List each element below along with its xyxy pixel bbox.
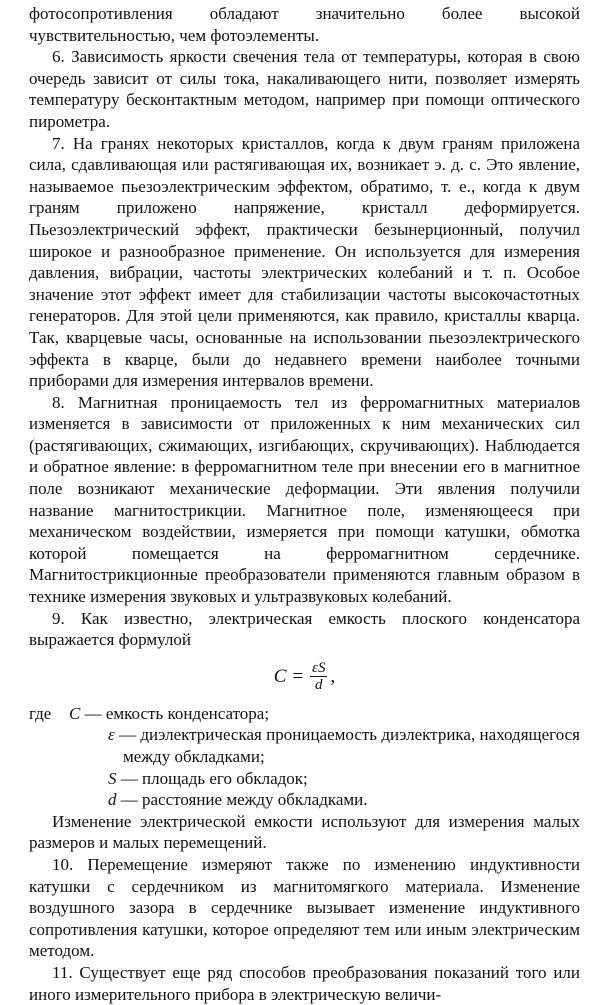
definition-text: — емкость конденсатора;: [80, 703, 270, 723]
paragraph-9: 9. Как известно, электрическая емкость плоского конденсатора выражается формулой: [29, 608, 580, 650]
definition-text: — площадь его обкладок;: [116, 768, 308, 788]
paragraph-8: 8. Магнитная проницаемость тел из ферромагнитных материалов изменяется в зависимости от приложенных к ним механических сил (растягивающих, сжимающих, изгибающих, скручивающих). Наблюдается и обратное явление: в ферромагнитном теле при внесении его в магнитное поле возникают механические деформации. Эти явления получили название магнитострикции. Магнитное поле, изменяющееся при механическом воздействии, измеряется при помощи катушки, обмотка которой помещается на ферромагнитном сердечнике. Магнитострикционные преобразователи применяются главным образом в технике измерения звуковых и ультразвуковых колебаний.: [29, 392, 580, 607]
paragraph-7: 7. На гранях некоторых кристаллов, когда к двум граням приложена сила, сдавливающая или растягивающая их, возникает э. д. с. Это явление, называемое пьезоэлектрическим эффектом, обратимо, т. е., когда к двум граням приложено напряжение, кристалл деформируется. Пьезоэлектрический эффект, практически безынерционный, получил широкое и разнообразное применение. Он используется для измерения давления, вибрации, частоты электрических колебаний и т. п. Особое значение этот эффект имеет для стабилизации частоты высокочастотных генераторов. Для этой цели применяются, как правило, кристаллы кварца. Так, кварцевые часы, основанные на использовании пьезоэлектрического эффекта в кварце, были до недавнего времени наиболее точными приборами для измерения интервалов времени.: [29, 133, 580, 391]
definition-symbol: S: [108, 768, 117, 788]
paragraph-10: 10. Перемещение измеряют также по изменению индуктивности катушки с сердечником из магнитомягкого материала. Изменение воздушного зазора в сердечнике вызывает изменение индуктивного сопротивления катушки, которое определяют тем или иным электрическим методом.: [29, 854, 580, 961]
definition-row: [108, 789, 580, 811]
paragraph-9b: Изменение электрической емкости используют для измерения малых размеров и малых перемещений.: [29, 811, 580, 853]
paragraph-6: 6. Зависимость яркости свечения тела от температуры, которая в свою очередь зависит от силы тока, накаливающего нити, позволяет измерять температуру бесконтактным методом, например при помощи оптического пирометра.: [29, 47, 580, 131]
formula-numerator: εS: [312, 660, 326, 677]
where-word: где: [29, 703, 52, 723]
definition-row: [69, 703, 580, 725]
paragraph-11: 11. Существует еще ряд способов преобразования показаний того или иного измерительного прибора в электрическую величи-: [29, 962, 580, 1004]
definitions-block: [29, 703, 580, 725]
definitions-continued: [108, 724, 580, 810]
definitions-list: [69, 703, 580, 725]
definition-row: [108, 768, 580, 790]
definition-text: — диэлектрическая проницаемость диэлектрика, находящегося между обкладками;: [114, 725, 580, 766]
definition-symbol: d: [108, 790, 117, 810]
capacitance-formula: [29, 657, 580, 697]
definition-text: — расстояние между обкладками.: [116, 790, 368, 810]
formula-comma: ,: [330, 666, 336, 688]
definition-symbol: ε: [108, 725, 115, 745]
formula-lhs: C =: [273, 666, 305, 688]
formula-denominator: d: [314, 677, 323, 694]
formula-fraction: [310, 660, 327, 693]
paragraph-intro: фотосопротивления обладают значительно более высокой чувствительностью, чем фотоэлементы.: [29, 4, 580, 45]
definition-symbol: C: [69, 703, 81, 723]
definition-row: [108, 724, 580, 767]
